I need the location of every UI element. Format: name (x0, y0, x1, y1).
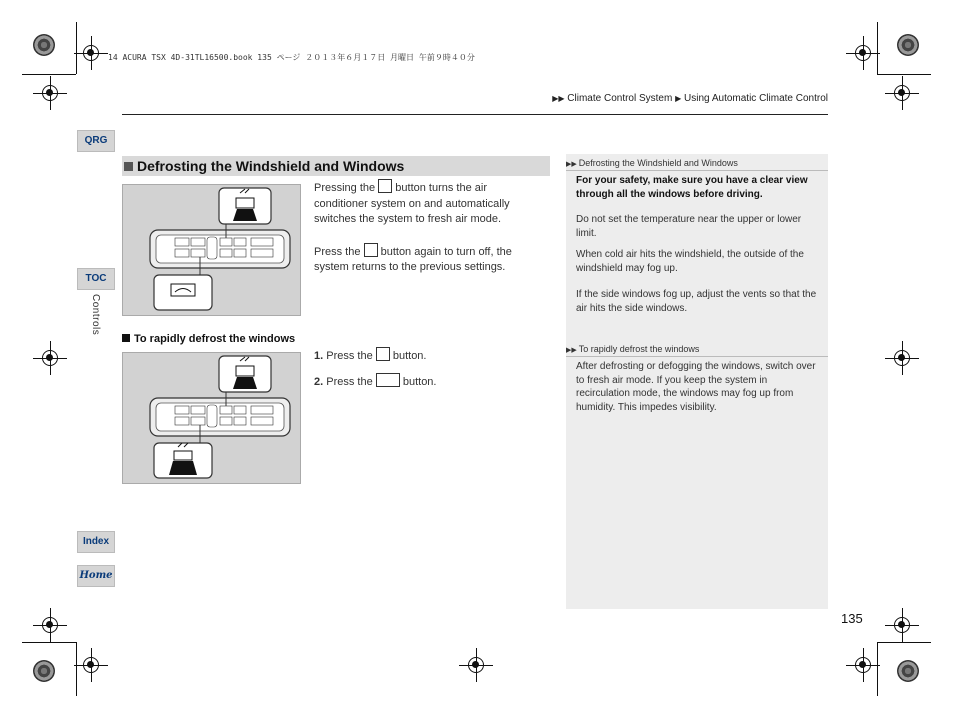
notes-sidebar (566, 154, 828, 609)
crop-mark (76, 22, 77, 74)
crop-mark (877, 642, 931, 643)
registration-mark (42, 350, 58, 366)
step-1-number: 1. (314, 350, 324, 362)
intro-paragraph (314, 179, 550, 276)
subsection-title (122, 333, 295, 345)
registration-mark (894, 617, 910, 633)
section-title (122, 156, 550, 176)
registration-disc (897, 660, 919, 682)
para1-text-b: button turns the air (395, 182, 488, 194)
climate-panel-illustration (123, 185, 300, 315)
figure-defrost-panel-2 (122, 352, 301, 484)
breadcrumb-separator-icon: ▶ (675, 94, 682, 103)
note-temperature: Do not set the temperature near the upper or lower limit. (576, 214, 802, 239)
registration-mark (855, 657, 871, 673)
para2-text-b: button again to turn off, the (380, 245, 512, 258)
note-heading-text: To rapidly defrost the windows (578, 344, 700, 354)
step-1 (314, 347, 550, 365)
para1-text-c: conditioner system on and automatically (314, 197, 510, 210)
index-tab[interactable]: Index (77, 531, 115, 553)
crop-mark (877, 22, 878, 74)
breadcrumb-link-climate[interactable]: Climate Control System (567, 93, 673, 104)
note-heading-defrosting (566, 156, 828, 171)
toc-tab[interactable]: TOC (77, 268, 115, 290)
note-windshield-fog: When cold air hits the windshield, the outside of the windshield may fog up. (576, 249, 804, 274)
figure-defrost-panel-1 (122, 184, 301, 316)
breadcrumb (552, 93, 828, 104)
step-2 (314, 373, 550, 391)
note-arrow-icon: ▶▶ (566, 347, 577, 354)
para1-text-d: switches the system to fresh air mode. (314, 213, 502, 225)
defrost-button-icon (378, 179, 392, 193)
home-label: Home (79, 570, 113, 581)
crop-mark (877, 74, 931, 75)
title-square-icon (124, 162, 133, 171)
para1-text-a: Pressing the (314, 182, 376, 194)
section-label-controls: Controls (90, 294, 101, 336)
registration-mark (894, 85, 910, 101)
crop-mark (76, 642, 77, 696)
registration-mark (83, 657, 99, 673)
defrost-button-icon (376, 347, 390, 361)
registration-mark (855, 45, 871, 61)
registration-mark (894, 350, 910, 366)
breadcrumb-link-automatic[interactable]: Using Automatic Climate Control (684, 93, 828, 104)
step-2-text-b: button. (402, 375, 437, 388)
breadcrumb-arrow-icon: ▶▶ (552, 94, 565, 103)
note-fresh-air: After defrosting or defogging the windows, switch over to fresh air mode. If you keep the system in recirculation mode, the windows may fog up from humidity. This impedes visibility. (576, 361, 816, 413)
page-number: 135 (841, 611, 863, 626)
header-rule (122, 114, 828, 115)
crop-mark (22, 74, 76, 75)
step-1-text-b: button. (392, 350, 427, 362)
registration-mark (468, 657, 484, 673)
subsection-square-icon (122, 334, 130, 342)
section-title-text: Defrosting the Windshield and Windows (137, 158, 405, 174)
recirculation-button-icon (376, 373, 400, 387)
registration-disc (33, 34, 55, 56)
crop-mark (877, 642, 878, 696)
para2-text-a: Press the (314, 245, 361, 258)
registration-disc (897, 34, 919, 56)
registration-mark (42, 617, 58, 633)
home-tab[interactable] (77, 565, 115, 587)
crop-mark (22, 642, 76, 643)
note-heading-text: Defrosting the Windshield and Windows (578, 158, 738, 168)
qrg-tab[interactable]: QRG (77, 130, 115, 152)
registration-mark (83, 45, 99, 61)
para2-text-c: system returns to the previous settings. (314, 261, 506, 273)
subsection-title-text: To rapidly defrost the windows (134, 333, 296, 345)
step-1-text-a: Press the (326, 350, 373, 362)
step-2-text-a: Press the (326, 375, 373, 388)
safety-note: For your safety, make sure you have a clear view through all the windows before driving. (576, 175, 808, 200)
note-side-windows: If the side windows fog up, adjust the vents so that the air hits the side windows. (576, 289, 817, 314)
note-arrow-icon: ▶▶ (566, 161, 577, 168)
steps-list (314, 347, 550, 390)
print-header: 14 ACURA TSX 4D-31TL16500.book 135 ページ ２０１３年６月１７日 月曜日 午前９時４０分 (108, 53, 475, 62)
defrost-button-icon (364, 243, 378, 257)
registration-disc (33, 660, 55, 682)
climate-panel-illustration (123, 353, 300, 483)
step-2-number: 2. (314, 375, 324, 388)
registration-mark (42, 85, 58, 101)
note-heading-rapid (566, 342, 828, 357)
